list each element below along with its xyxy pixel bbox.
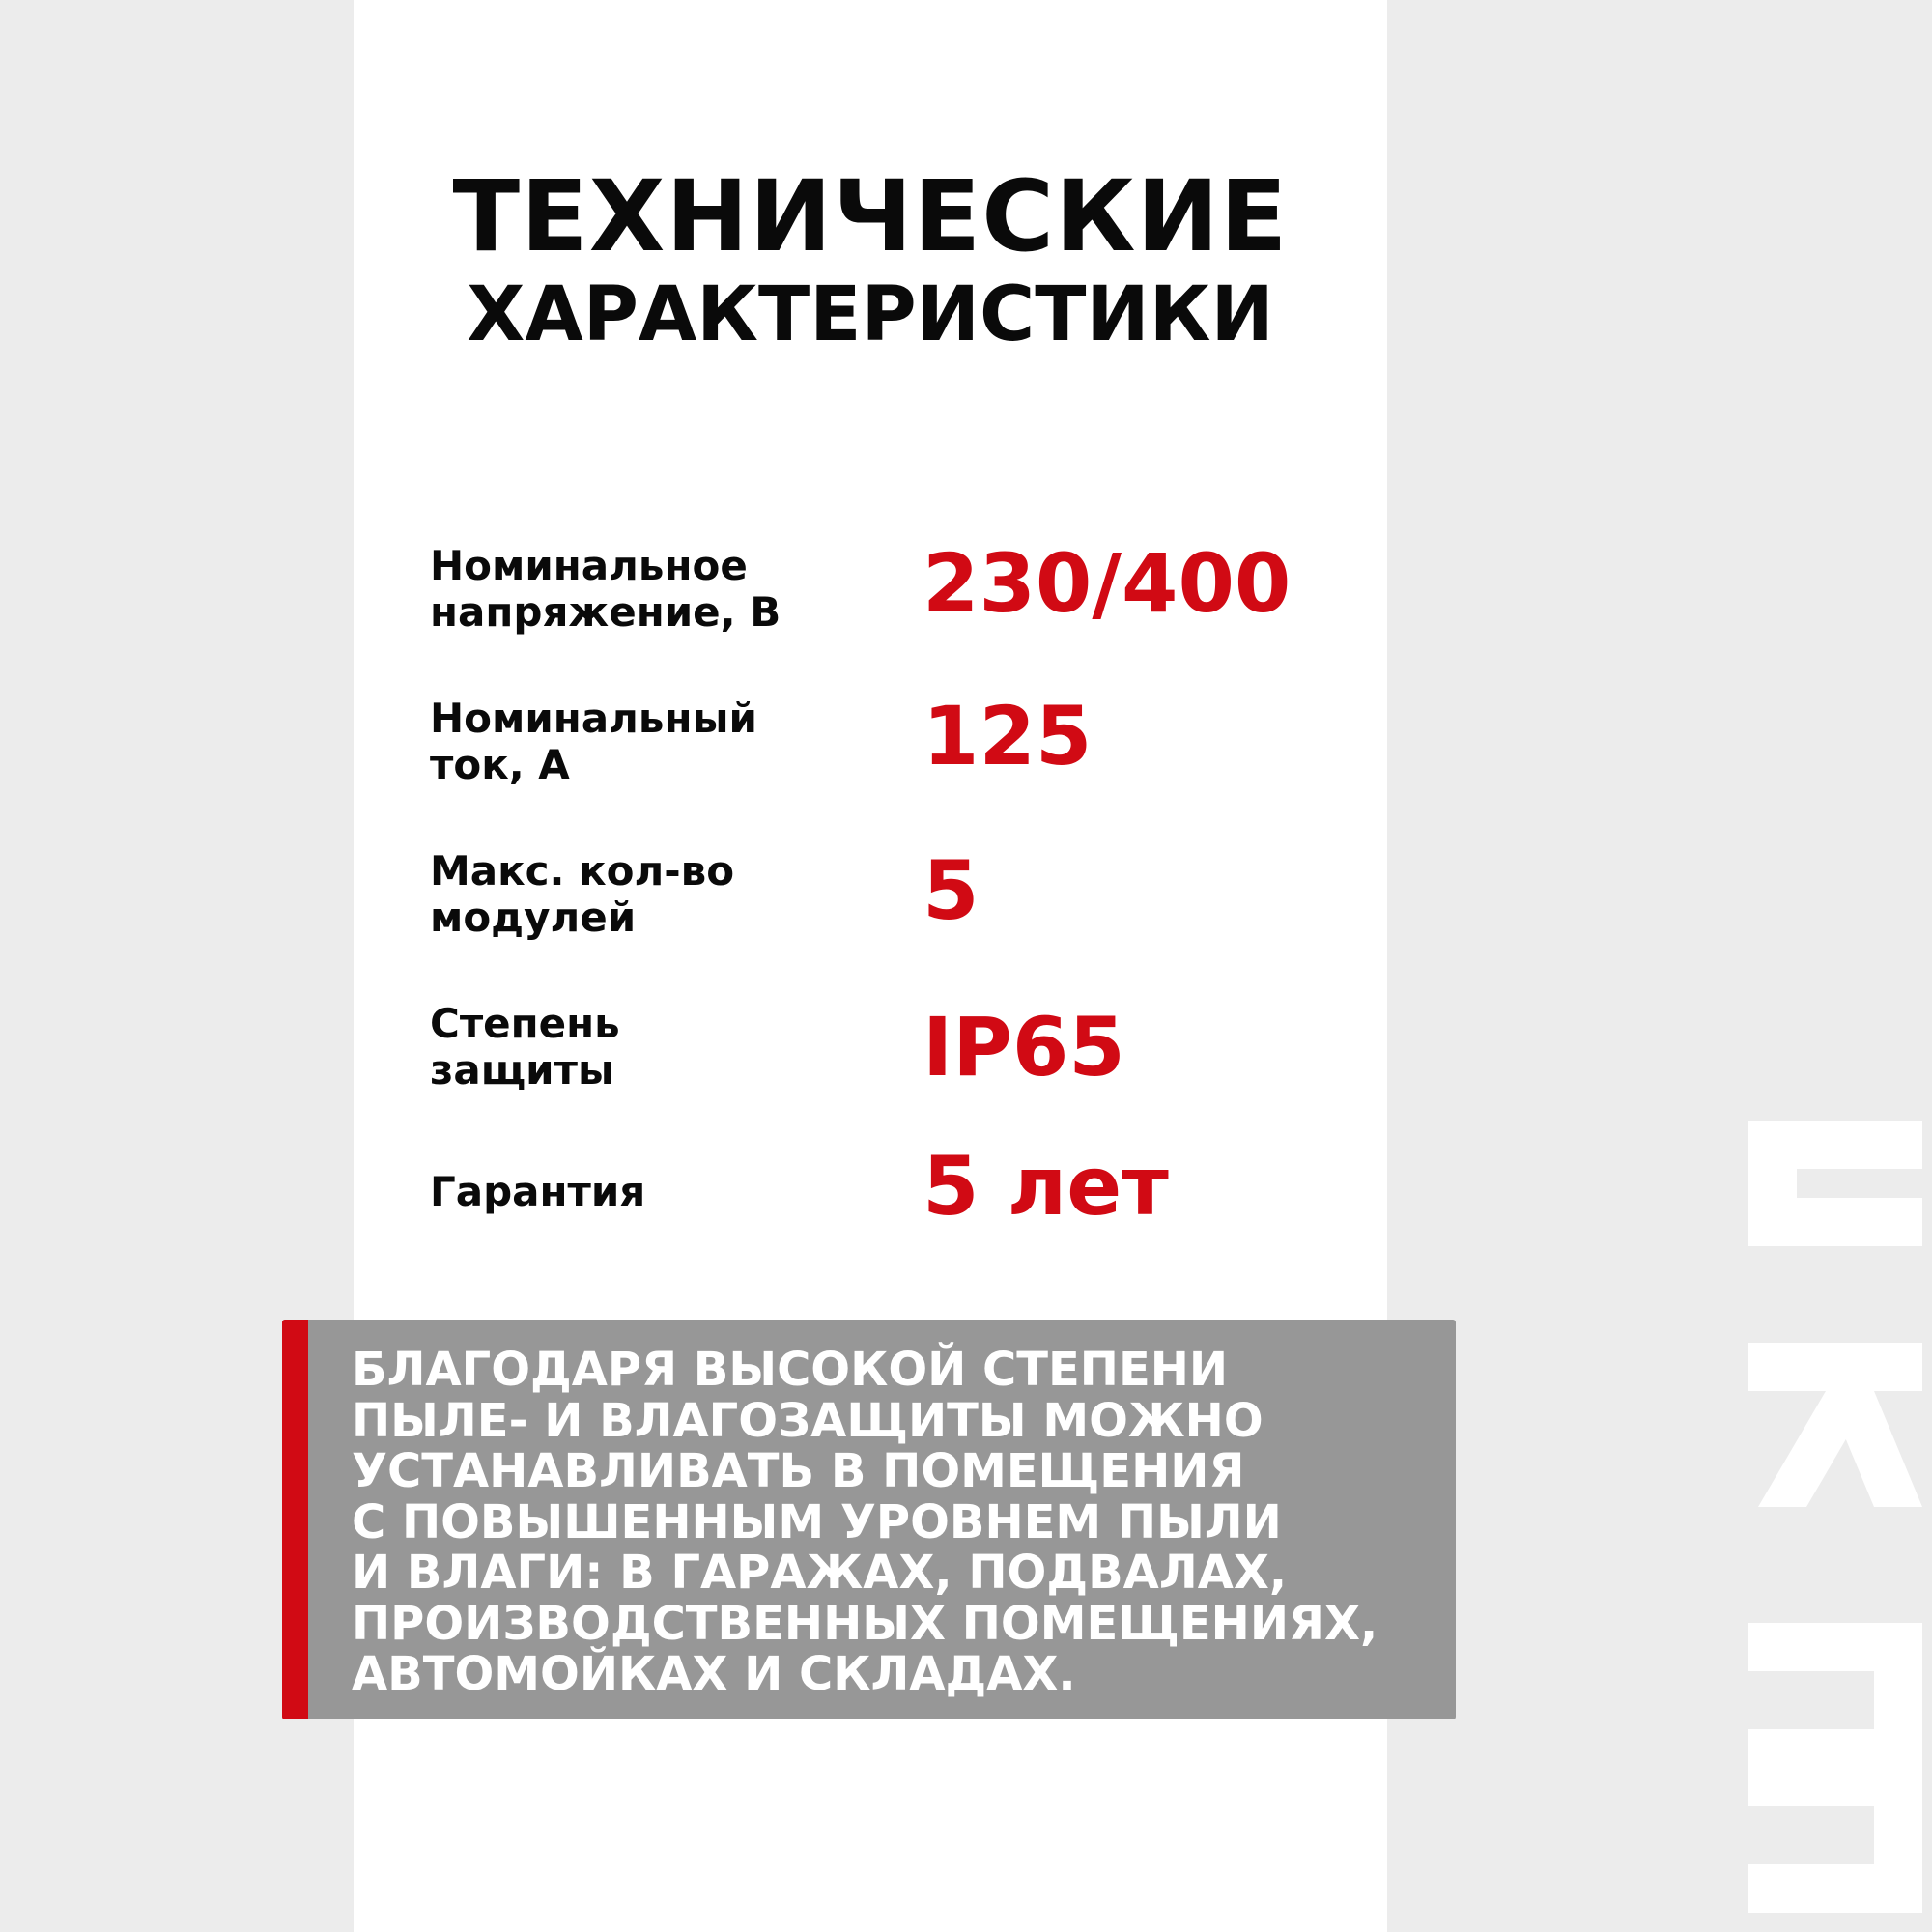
title-line-1: ТЕХНИЧЕСКИЕ bbox=[452, 159, 1289, 274]
callout-accent-bar bbox=[282, 1320, 308, 1719]
spec-label: Номинальное напряжение, В bbox=[430, 542, 781, 636]
spec-value: 5 лет bbox=[923, 1139, 1169, 1234]
spec-label: Гарантия bbox=[430, 1168, 646, 1215]
spec-value: IP65 bbox=[923, 1000, 1125, 1094]
spec-row-modules bbox=[430, 843, 1377, 974]
spec-row-protection bbox=[430, 1001, 1377, 1126]
title-line-2: ХАРАКТЕРИСТИКИ bbox=[467, 271, 1274, 358]
spec-row-current bbox=[430, 689, 1377, 821]
spec-row-warranty bbox=[430, 1139, 1377, 1294]
spec-value: 5 bbox=[923, 843, 980, 938]
spec-label: Номинальный ток, А bbox=[430, 695, 757, 788]
page-title bbox=[354, 159, 1387, 359]
ekf-logo-icon bbox=[1748, 1121, 1922, 1913]
spec-label: Макс. кол-во модулей bbox=[430, 847, 735, 941]
ekf-logo-shapes bbox=[1748, 1121, 1922, 1913]
info-callout bbox=[282, 1320, 1456, 1719]
spec-value: 230/400 bbox=[923, 536, 1292, 631]
callout-text: БЛАГОДАРЯ ВЫСОКОЙ СТЕПЕНИ ПЫЛЕ- И ВЛАГОЗАЩИТЫ МОЖНО УСТАНАВЛИВАТЬ В ПОМЕЩЕНИЯ С ПОВЫШЕННЫМ УРОВНЕМ ПЫЛИ И ВЛАГИ: В ГАРАЖАХ, ПОДВАЛАХ, ПРОИЗВОДСТВЕННЫХ ПОМЕЩЕНИЯХ, АВТОМОЙКАХ И СКЛАДАХ. bbox=[352, 1343, 1378, 1701]
spec-value: 125 bbox=[923, 689, 1093, 783]
spec-label: Степень защиты bbox=[430, 1000, 620, 1094]
spec-row-voltage bbox=[430, 536, 1377, 668]
